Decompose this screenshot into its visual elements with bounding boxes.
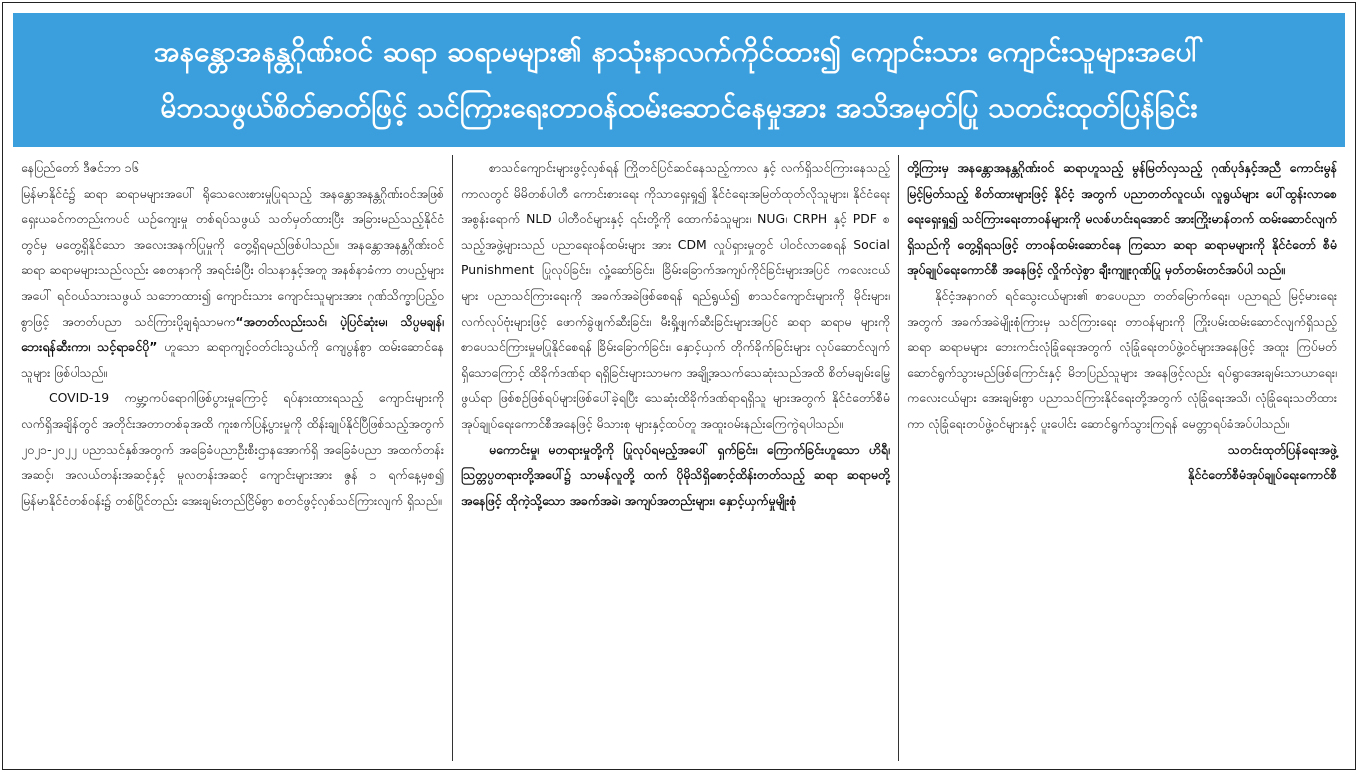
headline-banner (13, 13, 1345, 147)
teacher-code-quote: “အတတ်လည်းသင်၊ ပဲ့ပြင်ဆုံးမ၊ သိပ္ပမချန်၊ ဘေးရန်ဆီးကာ၊ သင့်ရာခင်ပို” (21, 313, 444, 355)
article-columns (13, 155, 1345, 761)
column-3 (899, 155, 1345, 761)
paragraph: COVID-19 ကမ္ဘာ့ကပ်ရောဂါဖြစ်ပွားမှုကြောင့် ရပ်နားထားရသည့် ကျောင်းများကို လက်ရှိအချိန်တွင် အတိုင်းအတာတစ်ခုအထိ ကူးစက်ပြန့်ပွားမှုကို ထိန်းချုပ်နိုင်ပြီဖြစ်သည့်အတွက် ၂၀၂၁-၂၀၂၂ ပညာသင်နှစ်အတွက် အခြေခံပညာဦးစီးဌာနအောက်ရှိ အခြေခံပညာ အထက်တန်းအဆင့်၊ အလယ်တန်းအဆင့်နှင့် မူလတန်းအဆင့် ကျောင်းများအား ဇွန် ၁ ရက်နေ့မှစ၍ မြန်မာနိုင်ငံတစ်ဝန်း၌ တစ်ပြိုင်တည်း အေးချမ်းတည်ငြိမ်စွာ စတင်ဖွင့်လှစ်သင်ကြားလျက် ရှိသည်။ (21, 390, 444, 508)
paragraph-text: မြန်မာနိုင်ငံ၌ ဆရာ ဆရာမများအပေါ် ရိုသေလေးစားမှုပြုရသည့် အနန္တောအနန္တဂိုဏ်းဝင်အဖြစ် ရှေးယခင်ကတည်းကပင် ယဉ်ကျေးမှု တစ်ရပ်သဖွယ် သတ်မှတ်ထားပြီး အခြားမည်သည့်နိုင်ငံတွင်မှ မတွေ့ရှိနိုင်သော အလေးအနက်ပြုမှုကို တွေ့ရှိရမည်ဖြစ်ပါသည်။ အနန္တောအနန္တဂိုဏ်းဝင် ဆရာ ဆရာမများသည်လည်း စေတနာကို အရင်းခံပြီး ဝါသနာနှင့်အတူ အနစ်နာခံကာ တပည့်များအပေါ် ရင်ဝယ်သားသဖွယ် သဘောထား၍ ကျောင်းသား ကျောင်းသူများအား ဂုဏ်သိက္ခာပြည့်ဝစွာဖြင့် အတတ်ပညာ သင်ကြားပို့ချရုံသာမက (21, 185, 444, 329)
headline-line-2: မိဘသဖွယ်စိတ်ဓာတ်ဖြင့် သင်ကြားရေးတာဝန်ထမ်းဆောင်နေမှုအား အသိအမှတ်ပြု သတင်းထုတ်ပြန်ခြင်း (160, 91, 1198, 124)
signature-council: နိုင်ငံတော်စီမံအုပ်ချုပ်ရေးကောင်စီ (1187, 467, 1337, 483)
dateline: နေပြည်တော် ဒီဇင်ဘာ ၁၆ (21, 160, 139, 175)
headline-line-1: အနန္တောအနန္တဂိုဏ်းဝင် ဆရာ ဆရာမများ၏ နာသုံးနာလက်ကိုင်ထား၍ ကျောင်းသား ကျောင်းသူများအပေါ် (153, 35, 1205, 68)
paragraph: နိုင်ငံ့အနာဂတ် ရင်သွေးငယ်များ၏ စာပေပညာ တတ်မြောက်ရေး၊ ပညာရည် မြင့်မားရေးအတွက် အခက်အခဲမျိုးစုံကြားမှ သင်ကြားရေး တာဝန်များကို ကြိုးပမ်းထမ်းဆောင်လျက်ရှိသည့် ဆရာ ဆရာမများ ဘေးကင်းလုံခြုံရေးအတွက် လုံခြုံရေးတပ်ဖွဲ့ဝင်များအနေဖြင့် အထူး ကြပ်မတ်ဆောင်ရွက်သွားမည်ဖြစ်ကြောင်းနှင့် မိဘပြည်သူများ အနေဖြင့်လည်း ရပ်ရွာအေးချမ်းသာယာရေး၊ ကလေးငယ်များ အေးချမ်းစွာ ပညာသင်ကြားနိုင်ရေးတို့အတွက် လုံခြုံရေးအသိ၊ လုံခြုံရေးသတိထားကာ လုံခြုံရေးတပ်ဖွဲ့ဝင်များနှင့် ပူးပေါင်း ဆောင်ရွက်သွားကြရန် မေတ္တာရပ်ခံအပ်ပါသည်။ (907, 287, 1337, 431)
paragraph-text: ဟူသော ဆရာကျင့်ဝတ်ငါးသွယ်ကို ကျေပွန်စွာ ထမ်းဆောင်နေသူများ ဖြစ်ပါသည်။ (21, 339, 444, 380)
paragraph-bold: တို့ကြားမှ အနန္တောအနန္တဂိုဏ်းဝင် ဆရာဟူသည့် မွန်မြတ်လှသည့် ဂုဏ်ပုဒ်နှင့်အညီ ကောင်းမွန်မြင့်မြတ်သည့် စိတ်ထားများဖြင့် နိုင်ငံ့ အတွက် ပညာတတ်လူငယ်၊ လူရွယ်များ ပေါ်ထွန်းလာစေရေးရှေးရှု၍ သင်ကြားရေးတာဝန်များကို မလစ်ဟင်းရအောင် အားကြိုးမာန်တက် ထမ်းဆောင်လျက်ရှိသည်ကို တွေ့ရှိရသဖြင့် တာဝန်ထမ်းဆောင်နေ ကြသော ဆရာ ဆရာမများကို နိုင်ငံတော် စီမံအုပ်ချုပ်ရေးကောင်စီ အနေဖြင့် လှိုက်လှဲစွာ ချီးကျူးဂုဏ်ပြု မှတ်တမ်းတင်အပ်ပါ သည်။ (907, 160, 1337, 278)
news-page (2, 2, 1356, 770)
column-2 (453, 155, 899, 761)
column-1 (13, 155, 453, 761)
paragraph-bold: မကောင်းမှု၊ မတရားမှုတို့ကို ပြုလုပ်ရမည့်အပေါ် ရှက်ခြင်း၊ ကြောက်ခြင်းဟူသော ဟိရီ၊ ဩတ္တပ္ပတရားတို့အပေါ်၌ သာမန်လူတို့ ထက် ပိုမိုသိရှိစောင့်ထိန်းတတ်သည့် ဆရာ ဆရာမတို့အနေဖြင့် ထိုကဲ့သို့သော အခက်အခဲ၊ အကျပ်အတည်းများ၊ နှောင့်ယှက်မှုမျိုးစုံ (461, 441, 890, 508)
paragraph: စာသင်ကျောင်းများဖွင့်လှစ်ရန် ကြိုတင်ပြင်ဆင်နေသည့်ကာလ နှင့် လက်ရှိသင်ကြားနေသည့်ကာလတွင် မိမိတစ်ပါတီ ကောင်းစားရေး ကိုသာရှေးရှု၍ နိုင်ငံရေးအမြတ်ထုတ်လိုသူများ၊ နိုင်ငံရေး အစွန်းရောက် NLD ပါတီဝင်များနှင့် ၎င်းတို့ကို ထောက်ခံသူများ၊ NUG၊ CRPH နှင့် PDF စသည့်အဖွဲ့များသည် ပညာရေးဝန်ထမ်းများ အား CDM လှုပ်ရှားမှုတွင် ပါဝင်လာစေရန် Social Punishment ပြုလုပ်ခြင်း၊ လှုံ့ဆော်ခြင်း၊ ခြိမ်းခြောက်အကျပ်ကိုင်ခြင်းများအပြင် ကလေးငယ်များ ပညာသင်ကြားရေးကို အခက်အခဲဖြစ်စေရန် ရည်ရွယ်၍ စာသင်ကျောင်းများကို မိုင်းများ၊ လက်လုပ်ဗုံးများဖြင့် ဖောက်ခွဲဖျက်ဆီးခြင်း၊ မီးရှို့ဖျက်ဆီးခြင်းများအပြင် ဆရာ ဆရာမ များကို စာပေသင်ကြားမှုမပြုနိုင်စေရန် ခြိမ်းခြောက်ခြင်း၊ နှောင့်ယှက် တိုက်ခိုက်ခြင်းများ လုပ်ဆောင်လျက်ရှိသောကြောင့် ထိခိုက်ဒဏ်ရာ ရရှိခြင်းများသာမက အချို့အသက်သေဆုံးသည်အထိ စိတ်မချမ်းမြေ့ ဖွယ်ရာ ဖြစ်စဉ်ဖြစ်ရပ်များဖြစ်ပေါ်ခဲ့ရပြီး သေဆုံးထိခိုက်ဒဏ်ရာရရှိသူ များအတွက် နိုင်ငံတော်စီမံအုပ်ချုပ်ရေးကောင်စီအနေဖြင့် မိသားစု များနှင့်ထပ်တူ အထူးဝမ်းနည်းကြေကွဲရပါသည်။ (461, 160, 890, 431)
signature-office: သတင်းထုတ်ပြန်ရေးအဖွဲ့ (1227, 441, 1337, 457)
paragraph (21, 181, 444, 386)
